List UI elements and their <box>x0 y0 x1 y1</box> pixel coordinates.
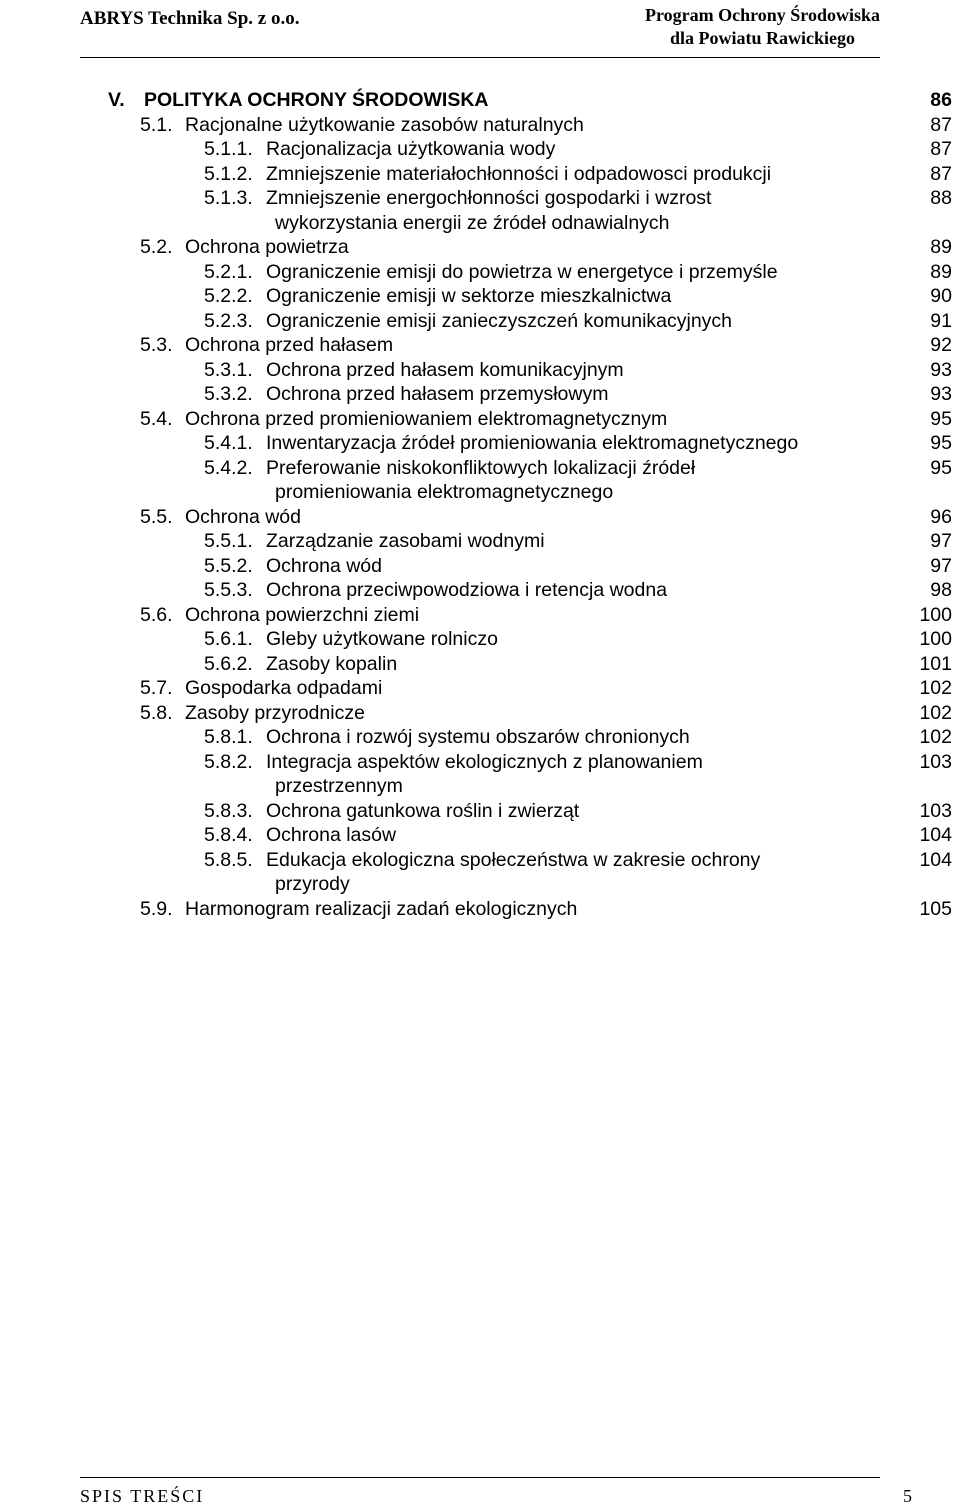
toc-entry-page: 95 <box>930 432 952 454</box>
toc-entry-page: 92 <box>930 334 952 356</box>
toc-entry-number: 5.1. <box>140 113 173 136</box>
toc-entry[interactable] <box>0 701 960 726</box>
toc-entry-number: 5.6.2. <box>204 652 253 675</box>
toc-entry-title: Ochrona wód <box>266 554 382 577</box>
toc-entry[interactable] <box>0 725 960 750</box>
toc-entry-page: 103 <box>919 799 952 822</box>
toc-entry-number: 5.9. <box>140 897 173 920</box>
toc-entry-title-continuation: wykorzystania energii ze źródeł odnawialnych <box>275 211 670 234</box>
toc-entry[interactable] <box>0 431 960 456</box>
toc-entry-title: Integracja aspektów ekologicznych z planowaniem <box>266 750 703 773</box>
toc-entry[interactable] <box>0 358 960 383</box>
toc-entry-page: 89 <box>930 260 952 283</box>
toc-entry-title: Ochrona przed promieniowaniem elektromagnetycznym <box>185 407 668 430</box>
toc-entry-page: 89 <box>930 236 952 258</box>
toc-entry-title: Ochrona przeciwpowodziowa i retencja wodna <box>266 579 668 601</box>
toc-entry[interactable] <box>0 505 960 530</box>
toc-entry[interactable] <box>0 848 960 897</box>
toc-entry-page: 87 <box>930 162 952 185</box>
header-title-line1: Program Ochrony Środowiska <box>644 5 880 25</box>
toc-entry-number: 5.5.2. <box>204 554 253 577</box>
toc-entry[interactable] <box>0 284 960 309</box>
toc-entry-page: 102 <box>919 677 952 699</box>
toc-entry-title: Harmonogram realizacji zadań ekologicznych <box>185 897 578 920</box>
toc-entry[interactable] <box>0 456 960 505</box>
toc-entry-number: 5.2.1. <box>204 260 253 283</box>
toc-entry-title: Ograniczenie emisji do powietrza w energetyce i przemyśle <box>266 260 778 283</box>
toc-entry-number: V. <box>108 89 125 111</box>
toc-entry[interactable] <box>0 554 960 579</box>
toc-entry-title-continuation: przyrody <box>275 873 350 895</box>
header-divider <box>80 57 880 58</box>
toc-entry[interactable] <box>0 113 960 138</box>
toc-entry-number: 5.4.2. <box>204 456 253 479</box>
toc-entry-title: Ochrona przed hałasem komunikacyjnym <box>266 358 624 381</box>
toc-entry-number: 5.5. <box>140 505 173 528</box>
toc-entry-number: 5.1.3. <box>204 187 253 209</box>
toc-entry[interactable] <box>0 652 960 677</box>
toc-entry-number: 5.6.1. <box>204 628 253 650</box>
toc-entry-page: 100 <box>919 628 952 650</box>
toc-entry-page: 100 <box>919 603 952 626</box>
toc-entry-number: 5.4.1. <box>204 432 253 454</box>
toc-entry-number: 5.1.2. <box>204 162 253 185</box>
header-document-title <box>645 4 880 50</box>
toc-entry-title: Ochrona powietrza <box>185 236 349 258</box>
toc-entry[interactable] <box>0 578 960 603</box>
toc-entry-title-continuation: przestrzennym <box>275 775 403 797</box>
toc-entry-title: Preferowanie niskokonfliktowych lokalizacji źródeł <box>266 456 696 479</box>
toc-entry-title: Zmniejszenie materiałochłonności i odpadowosci produkcji <box>266 162 772 185</box>
toc-entry-title: Ochrona i rozwój systemu obszarów chronionych <box>266 726 690 748</box>
toc-entry-page: 88 <box>930 187 952 209</box>
toc-entry-page: 90 <box>930 285 952 307</box>
toc-entry-page: 102 <box>919 726 952 748</box>
toc-entry-title: Ograniczenie emisji zanieczyszczeń komunikacyjnych <box>266 309 733 332</box>
toc-entry[interactable] <box>0 407 960 432</box>
toc-entry-page: 95 <box>930 407 952 430</box>
toc-entry-title: Ochrona powierzchni ziemi <box>185 603 420 626</box>
toc-entry-number: 5.2.2. <box>204 285 253 307</box>
toc-entry[interactable] <box>0 88 960 113</box>
toc-entry-page: 95 <box>930 456 952 479</box>
toc-entry-title: Zmniejszenie energochłonności gospodarki i wzrost <box>266 187 712 209</box>
toc-entry[interactable] <box>0 897 960 922</box>
toc-entry-number: 5.2.3. <box>204 309 253 332</box>
toc-entry-page: 87 <box>930 138 952 160</box>
footer-page-number: 5 <box>903 1486 912 1506</box>
toc-entry-number: 5.3.1. <box>204 358 253 381</box>
toc-entry-title: Racjonalne użytkowanie zasobów naturalnych <box>185 113 584 136</box>
toc-entry-number: 5.8.3. <box>204 799 253 822</box>
toc-entry-title: Zarządzanie zasobami wodnymi <box>266 530 545 552</box>
toc-entry-page: 103 <box>919 750 952 773</box>
toc-entry-page: 93 <box>930 383 952 405</box>
footer-divider <box>80 1477 880 1478</box>
toc-entry-title: Ochrona przed hałasem <box>185 334 394 356</box>
toc-entry-number: 5.7. <box>140 677 173 699</box>
toc-entry-page: 102 <box>919 701 952 724</box>
toc-entry-title: Ochrona przed hałasem przemysłowym <box>266 383 609 405</box>
toc-entry-number: 5.8.4. <box>204 824 253 846</box>
footer-section-title: SPIS TREŚCI <box>80 1486 205 1506</box>
toc-entry-title: POLITYKA OCHRONY ŚRODOWISKA <box>144 89 489 111</box>
toc-entry[interactable] <box>0 162 960 187</box>
table-of-contents <box>0 88 960 921</box>
toc-entry[interactable] <box>0 309 960 334</box>
toc-entry-page: 101 <box>919 652 952 675</box>
toc-entry-number: 5.3.2. <box>204 383 253 405</box>
toc-entry-title: Ograniczenie emisji w sektorze mieszkalnictwa <box>266 285 672 307</box>
toc-entry[interactable] <box>0 333 960 358</box>
toc-entry-page: 87 <box>930 113 952 136</box>
toc-entry[interactable] <box>0 186 960 235</box>
toc-entry-title-continuation: promieniowania elektromagnetycznego <box>275 481 614 503</box>
toc-entry-number: 5.5.1. <box>204 530 253 552</box>
toc-entry-number: 5.3. <box>140 334 173 356</box>
toc-entry-title: Inwentaryzacja źródeł promieniowania elektromagnetycznego <box>266 432 799 454</box>
toc-entry[interactable] <box>0 823 960 848</box>
toc-entry-page: 96 <box>930 505 952 528</box>
toc-entry-page: 86 <box>930 89 952 111</box>
toc-entry-number: 5.1.1. <box>204 138 253 160</box>
toc-entry-number: 5.8.1. <box>204 726 253 748</box>
toc-entry-title: Racjonalizacja użytkowania wody <box>266 138 556 160</box>
toc-entry-title: Ochrona lasów <box>266 824 397 846</box>
toc-entry[interactable] <box>0 676 960 701</box>
toc-entry-title: Ochrona wód <box>185 505 301 528</box>
header-company: ABRYS Technika Sp. z o.o. <box>80 8 300 29</box>
toc-entry-title: Gospodarka odpadami <box>185 677 383 699</box>
toc-entry-page: 97 <box>930 530 952 552</box>
toc-entry-number: 5.6. <box>140 603 173 626</box>
toc-entry-page: 104 <box>919 824 952 846</box>
toc-entry[interactable] <box>0 529 960 554</box>
toc-entry[interactable] <box>0 799 960 824</box>
toc-entry-page: 104 <box>919 848 952 871</box>
toc-entry[interactable] <box>0 382 960 407</box>
toc-entry[interactable] <box>0 627 960 652</box>
toc-entry-page: 97 <box>930 554 952 577</box>
toc-entry-number: 5.2. <box>140 236 173 258</box>
toc-entry[interactable] <box>0 137 960 162</box>
header-title-line2: dla Powiatu Rawickiego <box>669 28 855 48</box>
toc-entry-title: Ochrona gatunkowa roślin i zwierząt <box>266 799 580 822</box>
toc-entry-page: 93 <box>930 358 952 381</box>
toc-entry-page: 105 <box>919 897 952 920</box>
toc-entry-page: 98 <box>930 579 952 601</box>
toc-entry-number: 5.8. <box>140 701 173 724</box>
toc-entry-page: 91 <box>930 309 952 332</box>
toc-entry-title: Edukacja ekologiczna społeczeństwa w zakresie ochrony <box>266 848 761 871</box>
toc-entry[interactable] <box>0 750 960 799</box>
toc-entry[interactable] <box>0 260 960 285</box>
toc-entry-number: 5.8.5. <box>204 848 253 871</box>
toc-entry-number: 5.8.2. <box>204 750 253 773</box>
toc-entry-title: Gleby użytkowane rolniczo <box>266 628 498 650</box>
toc-entry-title: Zasoby przyrodnicze <box>185 701 365 724</box>
toc-entry-number: 5.4. <box>140 407 173 430</box>
toc-entry-title: Zasoby kopalin <box>266 652 398 675</box>
toc-entry[interactable] <box>0 603 960 628</box>
toc-entry-number: 5.5.3. <box>204 579 253 601</box>
toc-entry[interactable] <box>0 235 960 260</box>
